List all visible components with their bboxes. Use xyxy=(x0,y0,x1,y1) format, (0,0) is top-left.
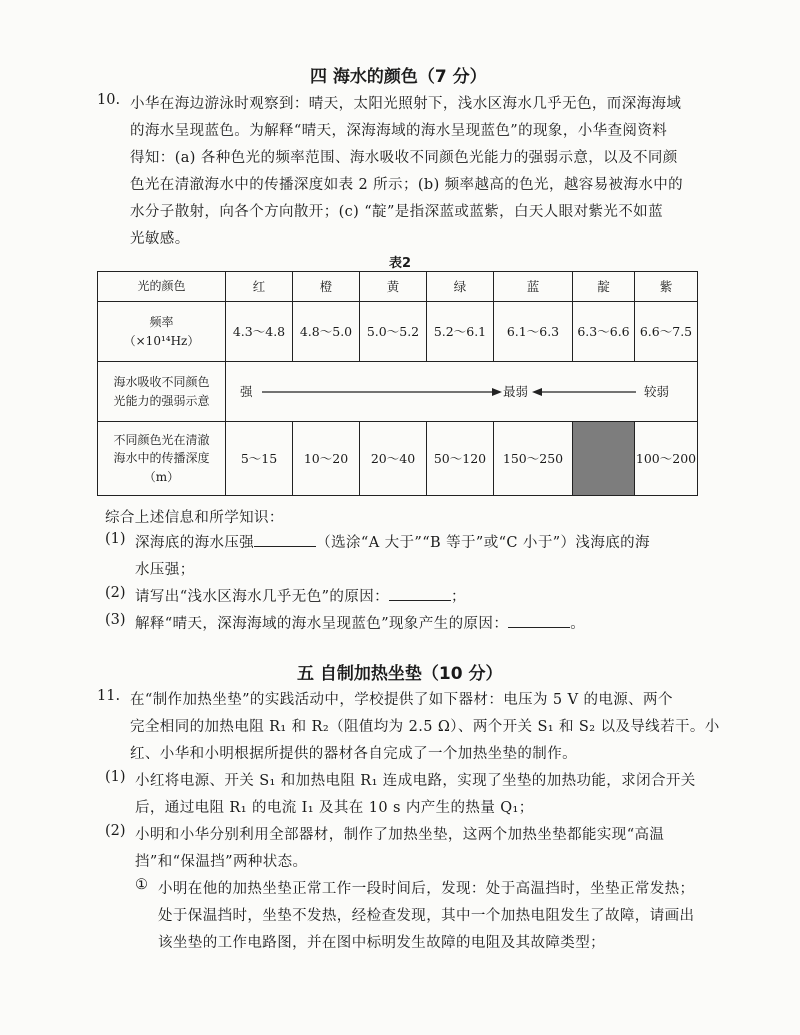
depth-cell: 5～15 xyxy=(226,422,293,496)
absorb-label xyxy=(98,362,226,422)
sub1-text-a: 深海底的海水压强 xyxy=(135,535,255,551)
sub1-text xyxy=(135,531,650,552)
summary-intro: 综合上述信息和所学知识： xyxy=(105,510,284,526)
sub1-line2: 水压强； xyxy=(135,562,195,578)
depth-label-line: （m） xyxy=(143,469,180,484)
depth-cell: 50～120 xyxy=(427,422,494,496)
question-number: 11. xyxy=(97,688,121,704)
absorb-arrow-wrap xyxy=(226,363,697,421)
arrow-head-right-icon xyxy=(492,388,502,396)
sub3-text-a: 解释“晴天，深海海域的海水呈现蓝色”现象产生的原因： xyxy=(135,616,509,632)
arrow-head-left-icon xyxy=(532,388,542,396)
absorb-strong-label: 强 xyxy=(240,383,253,399)
subsub-line: 该坐垫的工作电路图，并在图中标明发生故障的电阻及其故障类型； xyxy=(158,935,605,951)
absorb-weaker-label: 较弱 xyxy=(644,383,670,399)
answer-blank[interactable] xyxy=(389,600,451,601)
depth-cell: 20～40 xyxy=(360,422,427,496)
q10-line: 得知：(a) 各种色光的频率范围、海水吸收不同颜色光能力的强弱示意，以及不同颜 xyxy=(130,150,678,166)
answer-blank[interactable] xyxy=(254,546,316,547)
color-cell: 黄 xyxy=(360,272,427,302)
freq-cell: 4.3～4.8 xyxy=(226,302,293,362)
sub1-text-b: （选涂“A 大于”“B 等于”或“C 小于”）浅海底的海 xyxy=(316,535,650,551)
depth-cell: 150～250 xyxy=(494,422,573,496)
sub-number: (1) xyxy=(105,769,126,785)
color-table xyxy=(97,271,698,496)
sub3-text xyxy=(135,612,585,633)
sub3-end: 。 xyxy=(570,616,586,632)
absorb-arrow-cell xyxy=(226,362,698,422)
sub-number: (1) xyxy=(105,531,126,547)
section4-title: 四 海水的颜色（7 分） xyxy=(310,67,487,87)
q10-line: 的海水呈现蓝色。为解释“晴天，深海海域的海水呈现蓝色”的现象，小华查阅资料 xyxy=(130,123,668,139)
freq-cell: 6.6～7.5 xyxy=(635,302,698,362)
depth-cell-shaded xyxy=(573,422,635,496)
sub2-end: ； xyxy=(451,589,466,605)
section5-title: 五 自制加热坐垫（10 分） xyxy=(297,664,503,684)
q11-sub1-line: 后，通过电阻 R₁ 的电流 I₁ 及其在 10 s 内产生的热量 Q₁； xyxy=(135,800,534,816)
freq-label xyxy=(98,302,226,362)
color-cell: 绿 xyxy=(427,272,494,302)
freq-cell: 5.2～6.1 xyxy=(427,302,494,362)
subsub-line: 小明在他的加热坐垫正常工作一段时间后，发现：处于高温挡时，坐垫正常发热； xyxy=(158,881,695,897)
q11-sub2-line: 小明和小华分别利用全部器材，制作了加热坐垫，这两个加热坐垫都能实现“高温 xyxy=(135,827,665,843)
q11-line: 红、小华和小明根据所提供的器材各自完成了一个加热坐垫的制作。 xyxy=(130,746,577,762)
q10-line: 小华在海边游泳时观察到：晴天，太阳光照射下，浅水区海水几乎无色，而深海海域 xyxy=(130,96,682,112)
sub-number: (3) xyxy=(105,612,126,628)
freq-cell: 6.1～6.3 xyxy=(494,302,573,362)
freq-cell: 5.0～5.2 xyxy=(360,302,427,362)
color-cell: 红 xyxy=(226,272,293,302)
answer-blank[interactable] xyxy=(508,627,570,628)
freq-label-line: 频率 xyxy=(149,314,174,329)
q11-line: 完全相同的加热电阻 R₁ 和 R₂（阻值均为 2.5 Ω）、两个开关 S₁ 和 S₂ 以及导线若干。小 xyxy=(130,719,720,735)
header-label: 光的颜色 xyxy=(98,272,226,302)
sub2-text-a: 请写出“浅水区海水几乎无色”的原因： xyxy=(135,589,390,605)
sub2-text xyxy=(135,585,466,606)
sub-number: (2) xyxy=(105,585,126,601)
q11-sub1-line: 小红将电源、开关 S₁ 和加热电阻 R₁ 连成电路，实现了坐垫的加热功能，求闭合开关 xyxy=(135,773,696,789)
absorb-label-line: 光能力的强弱示意 xyxy=(113,393,210,408)
freq-cell: 4.8～5.0 xyxy=(293,302,360,362)
color-cell: 靛 xyxy=(573,272,635,302)
q10-line: 水分子散射，向各个方向散开；(c) “靛”是指深蓝或蓝紫，白天人眼对紫光不如蓝 xyxy=(130,204,663,220)
color-cell: 蓝 xyxy=(494,272,573,302)
question-number: 10. xyxy=(97,92,121,108)
depth-label-line: 海水中的传播深度 xyxy=(113,451,210,466)
freq-label-line: （×10¹⁴Hz） xyxy=(123,333,200,348)
q11-line: 在“制作加热坐垫”的实践活动中，学校提供了如下器材：电压为 5 V 的电源、两个 xyxy=(130,692,673,708)
absorb-weakest-label: 最弱 xyxy=(503,383,529,399)
color-cell: 橙 xyxy=(293,272,360,302)
subsub-number: ① xyxy=(135,877,148,893)
absorb-arrows xyxy=(226,363,696,421)
depth-label-line: 不同颜色光在清澈 xyxy=(113,432,210,447)
q10-line: 光敏感。 xyxy=(130,231,190,247)
q10-line: 色光在清澈海水中的传播深度如表 2 所示；(b) 频率越高的色光，越容易被海水中的 xyxy=(130,177,684,193)
depth-cell: 10～20 xyxy=(293,422,360,496)
q11-sub2-line: 挡”和“保温挡”两种状态。 xyxy=(135,854,308,870)
subsub-line: 处于保温挡时，坐垫不发热，经检查发现，其中一个加热电阻发生了故障，请画出 xyxy=(158,908,695,924)
depth-label xyxy=(98,422,226,496)
color-cell: 紫 xyxy=(635,272,698,302)
freq-cell: 6.3～6.6 xyxy=(573,302,635,362)
sub-number: (2) xyxy=(105,823,126,839)
depth-cell: 100～200 xyxy=(635,422,698,496)
absorb-label-line: 海水吸收不同颜色 xyxy=(113,374,210,389)
table-caption: 表2 xyxy=(389,256,412,271)
